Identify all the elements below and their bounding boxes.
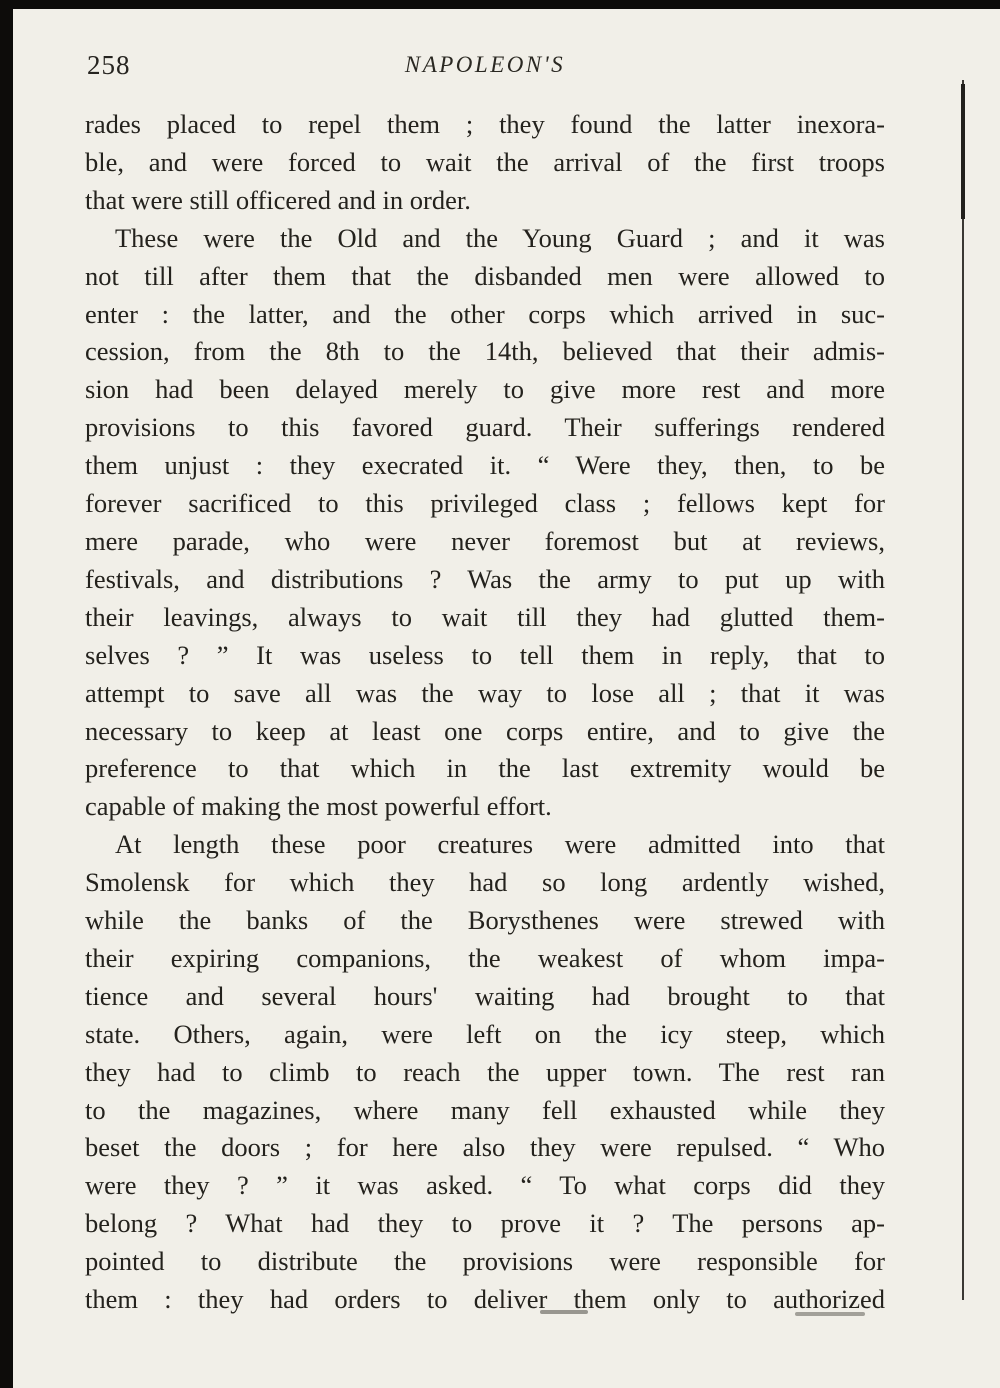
- text-line: capable of making the most powerful effort.: [85, 791, 552, 822]
- text-line: These were the Old and the Young Guard ; and it was: [115, 222, 885, 253]
- text-line: they had to climb to reach the upper town. The rest ran: [85, 1056, 885, 1087]
- text-line: beset the doors ; for here also they were repulsed. “ Who: [85, 1132, 885, 1163]
- paragraph: [85, 220, 885, 827]
- text-line: sion had been delayed merely to give more rest and more: [85, 374, 885, 405]
- text-line: rades placed to repel them ; they found the latter inexora-: [85, 109, 885, 139]
- paragraph: [85, 106, 885, 220]
- text-line: Smolensk for which they had so long ardently wished,: [85, 867, 885, 898]
- text-line: to the magazines, where many fell exhausted while they: [85, 1094, 885, 1125]
- page-number: 258: [87, 50, 131, 80]
- text-line: belong ? What had they to prove it ? The persons ap-: [85, 1208, 885, 1239]
- text-line: tience and several hours' waiting had brought to that: [85, 980, 885, 1011]
- text-line: them : they had orders to deliver them only to authorized: [85, 1284, 885, 1315]
- text-line: were they ? ” it was asked. “ To what corps did they: [85, 1170, 885, 1201]
- page-header: [85, 46, 885, 80]
- running-title: NAPOLEON'S: [404, 52, 566, 77]
- text-line: mere parade, who were never foremost but at reviews,: [85, 525, 885, 556]
- text-line: forever sacrificed to this privileged class ; fellows kept for: [85, 488, 885, 519]
- scan-edge-top: [0, 0, 1000, 9]
- text-line: cession, from the 8th to the 14th, believed that their admis-: [85, 336, 885, 367]
- text-line: while the banks of the Borysthenes were strewed with: [85, 905, 885, 936]
- text-line: them unjust : they execrated it. “ Were they, then, to be: [85, 450, 885, 481]
- text-line: preference to that which in the last extremity would be: [85, 753, 885, 784]
- text-line: ble, and were forced to wait the arrival of the first troops: [85, 146, 885, 177]
- text-line: their expiring companions, the weakest of whom impa-: [85, 942, 885, 973]
- page-crease-line: [962, 80, 964, 1300]
- text-line: that were still officered and in order.: [85, 184, 471, 215]
- paragraph: [85, 826, 885, 1319]
- text-line: enter : the latter, and the other corps which arrived in suc-: [85, 298, 885, 329]
- text-line: pointed to distribute the provisions were responsible for: [85, 1246, 885, 1277]
- text-line: attempt to save all was the way to lose all ; that it was: [85, 677, 885, 708]
- scan-edge-left: [0, 0, 13, 1388]
- text-line: their leavings, always to wait till they had glutted them-: [85, 601, 885, 632]
- text-line: festivals, and distributions ? Was the army to put up with: [85, 563, 885, 594]
- text-line: At length these poor creatures were admitted into that: [115, 829, 885, 860]
- page-body: [85, 106, 885, 1319]
- text-line: state. Others, again, were left on the icy steep, which: [85, 1018, 885, 1049]
- text-line: provisions to this favored guard. Their sufferings rendered: [85, 412, 885, 443]
- page-crease-line-top: [961, 84, 965, 219]
- text-line: selves ? ” It was useless to tell them in reply, that to: [85, 639, 885, 670]
- text-line: necessary to keep at least one corps entire, and to give the: [85, 715, 885, 746]
- text-line: not till after them that the disbanded men were allowed to: [85, 260, 885, 291]
